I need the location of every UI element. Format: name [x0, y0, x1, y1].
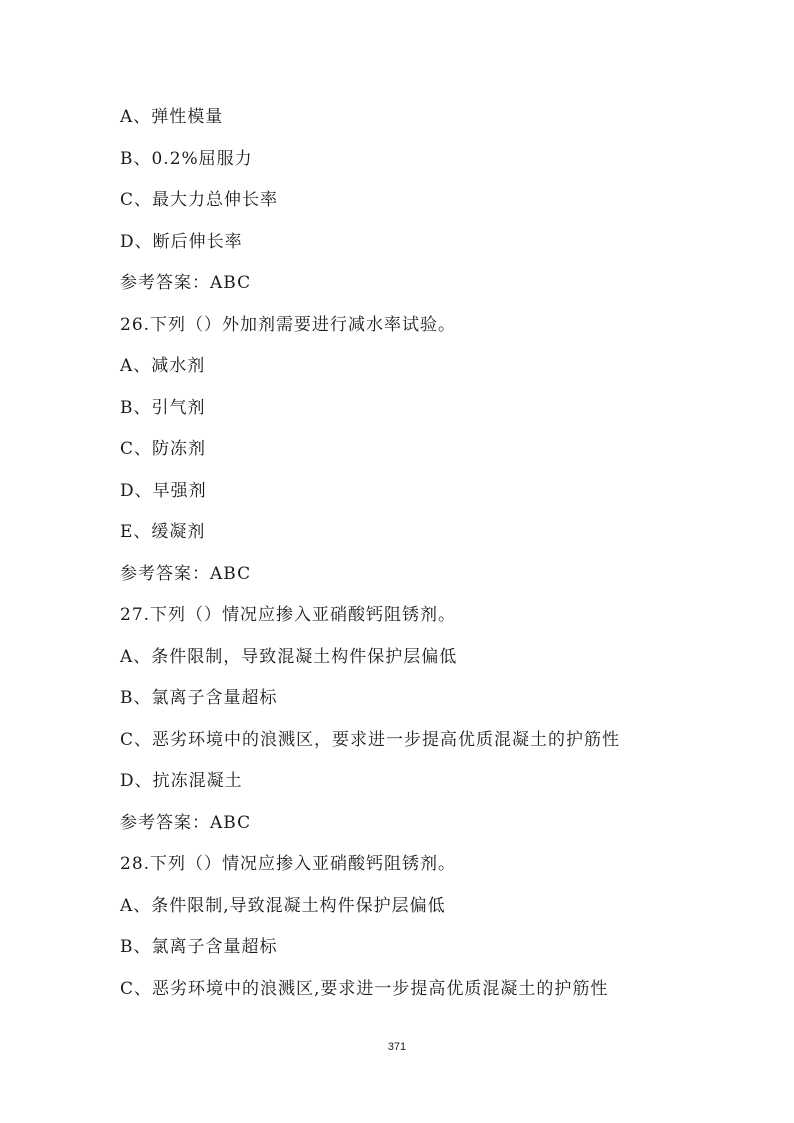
option-a-elastic-modulus: A、弹性模量	[120, 107, 224, 127]
question-27-option-a: A、条件限制，导致混凝土构件保护层偏低	[120, 646, 458, 667]
answer-27: 参考答案：ABC	[120, 812, 252, 833]
answer-25: 参考答案：ABC	[120, 273, 252, 293]
question-28-option-a: A、条件限制,导致混凝土构件保护层偏低	[120, 895, 446, 916]
question-27-option-c: C、恶劣环境中的浪溅区，要求进一步提高优质混凝土的护筋性	[120, 729, 621, 750]
question-27-option-d: D、抗冻混凝土	[120, 771, 243, 791]
answer-26: 参考答案：ABC	[120, 563, 252, 584]
question-27: 27.下列（）情况应掺入亚硝酸钙阻锈剂。	[120, 605, 457, 625]
page-number: 371	[387, 1041, 407, 1053]
question-26-option-b: B、引气剂	[120, 397, 206, 418]
option-c-max-force-elongation: C、最大力总伸长率	[120, 190, 279, 210]
question-26-option-c: C、防冻剂	[120, 439, 207, 459]
question-26-option-a: A、减水剂	[120, 356, 206, 376]
question-26-option-e: E、缓凝剂	[120, 522, 206, 542]
option-b-yield-force: B、0.2%屈服力	[120, 148, 253, 169]
question-26: 26.下列（）外加剂需要进行减水率试验。	[120, 314, 457, 335]
question-28-option-c: C、恶劣环境中的浪溅区,要求进一步提高优质混凝土的护筋性	[120, 978, 609, 999]
question-27-option-b: B、氯离子含量超标	[120, 688, 278, 708]
question-28: 28.下列（）情况应掺入亚硝酸钙阻锈剂。	[120, 854, 457, 874]
question-28-option-b: B、氯离子含量超标	[120, 937, 278, 957]
option-d-elongation-after-fracture: D、断后伸长率	[120, 231, 243, 252]
page-content	[120, 101, 720, 1014]
question-26-option-d: D、早强剂	[120, 480, 207, 501]
